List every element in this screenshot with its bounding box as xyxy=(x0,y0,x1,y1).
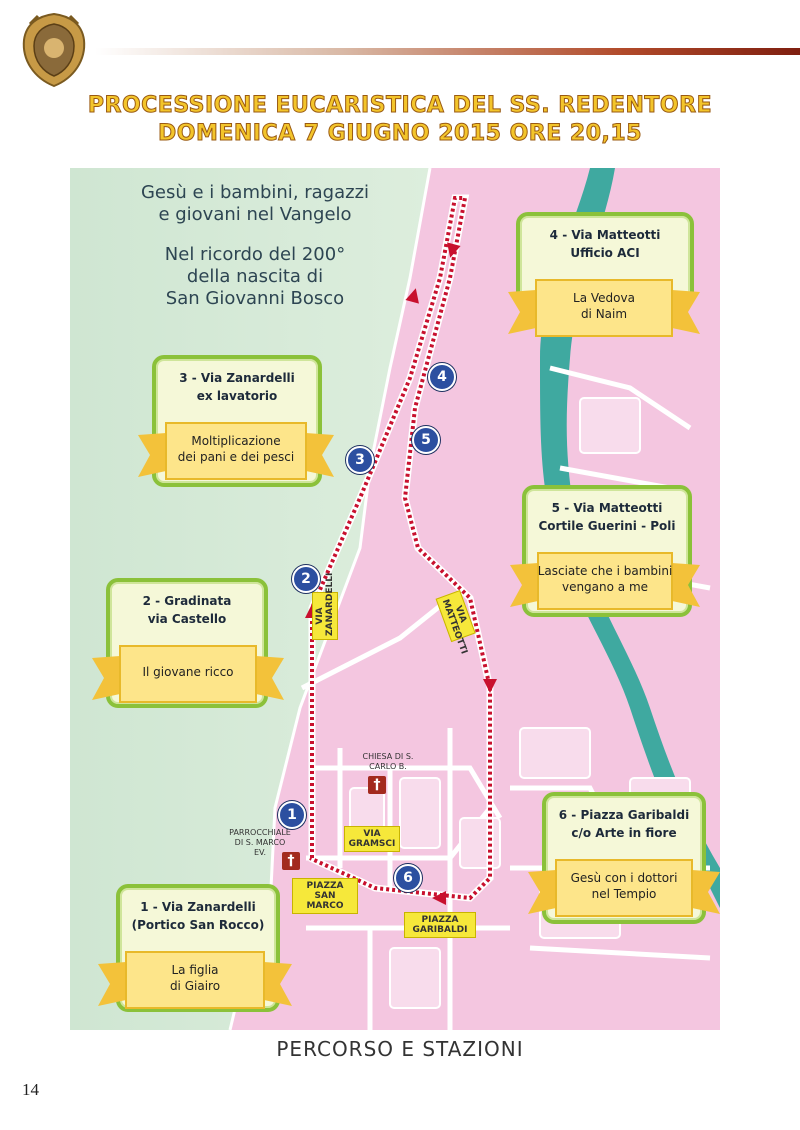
station-scene: La figlia xyxy=(171,963,219,977)
street-label-piazza-garibaldi: PIAZZA GARIBALDI xyxy=(404,912,476,938)
station-location: c/o Arte in fiore xyxy=(571,826,677,840)
station-marker-5[interactable]: 5 xyxy=(412,426,440,454)
station-card-1[interactable] xyxy=(98,884,292,1024)
station-location: via Castello xyxy=(147,612,227,626)
station-marker-1[interactable]: 1 xyxy=(278,801,306,829)
station-scene: Il giovane ricco xyxy=(142,665,234,679)
station-scene: vengano a me xyxy=(561,580,649,594)
station-ribbon xyxy=(508,276,700,346)
station-location: Cortile Guerini - Poli xyxy=(538,519,676,533)
intro-text xyxy=(120,182,390,310)
church-cross-icon: † xyxy=(368,776,386,794)
street-label-via-gramsci: VIA GRAMSCI xyxy=(344,826,400,852)
station-scene: di Naim xyxy=(580,307,628,321)
station-marker-3[interactable]: 3 xyxy=(346,446,374,474)
page-title: PROCESSIONE EUCARISTICA DEL SS. REDENTORE xyxy=(87,93,713,118)
station-scene: La Vedova xyxy=(573,291,635,305)
station-card-4[interactable] xyxy=(508,212,700,350)
street-label-piazza-san-marco: PIAZZA SAN MARCO xyxy=(292,878,358,914)
station-card-3[interactable] xyxy=(138,355,334,493)
intro-line: San Giovanni Bosco xyxy=(165,288,345,309)
station-card-5[interactable] xyxy=(510,485,700,625)
intro-line: Nel ricordo del 200° xyxy=(164,244,346,265)
street-label-via-matteotti: VIA MATTEOTTI xyxy=(436,590,476,642)
station-scene: dei pani e dei pesci xyxy=(177,450,295,464)
station-title: 3 - Via Zanardelli xyxy=(179,371,295,385)
station-card-2[interactable] xyxy=(92,578,284,712)
station-scene: Moltiplicazione xyxy=(191,434,281,448)
station-title: 1 - Via Zanardelli xyxy=(140,900,256,914)
station-title: 5 - Via Matteotti xyxy=(551,501,663,515)
station-title: 4 - Via Matteotti xyxy=(549,228,661,242)
intro-line: e giovani nel Vangelo xyxy=(158,204,352,225)
street-label-via-zanardelli: VIA ZANARDELLI xyxy=(312,592,338,640)
church-label-san-marco: PARROCCHIALE DI S. MARCO EV. xyxy=(229,828,291,857)
church-label-san-carlo: CHIESA DI S. CARLO B. xyxy=(362,752,414,771)
station-marker-2[interactable]: 2 xyxy=(292,565,320,593)
header-rule xyxy=(95,48,800,55)
station-marker-4[interactable]: 4 xyxy=(428,363,456,391)
intro-line: della nascita di xyxy=(186,266,324,287)
station-ribbon xyxy=(98,948,292,1018)
station-marker-6[interactable]: 6 xyxy=(394,864,422,892)
station-scene: di Giairo xyxy=(169,979,221,993)
station-scene: nel Tempio xyxy=(591,887,657,901)
page-number: 14 xyxy=(22,1080,39,1099)
station-ribbon xyxy=(92,642,284,712)
station-ribbon xyxy=(138,419,334,489)
station-scene: Gesù con i dottori xyxy=(570,871,678,885)
station-ribbon xyxy=(528,856,720,926)
map-caption: PERCORSO E STAZIONI xyxy=(276,1037,524,1061)
intro-line: Gesù e i bambini, ragazzi xyxy=(140,182,370,203)
station-card-6[interactable] xyxy=(528,792,720,932)
church-cross-icon: † xyxy=(282,852,300,870)
station-location: ex lavatorio xyxy=(196,389,278,403)
station-ribbon xyxy=(510,549,700,619)
station-location: Ufficio ACI xyxy=(570,246,640,260)
station-scene: Lasciate che i bambini xyxy=(537,564,673,578)
station-title: 6 - Piazza Garibaldi xyxy=(558,808,690,822)
station-location: (Portico San Rocco) xyxy=(131,918,265,932)
station-title: 2 - Gradinata xyxy=(142,594,232,608)
page-subtitle: DOMENICA 7 GIUGNO 2015 ORE 20,15 xyxy=(157,121,643,146)
crest-icon xyxy=(18,10,90,90)
